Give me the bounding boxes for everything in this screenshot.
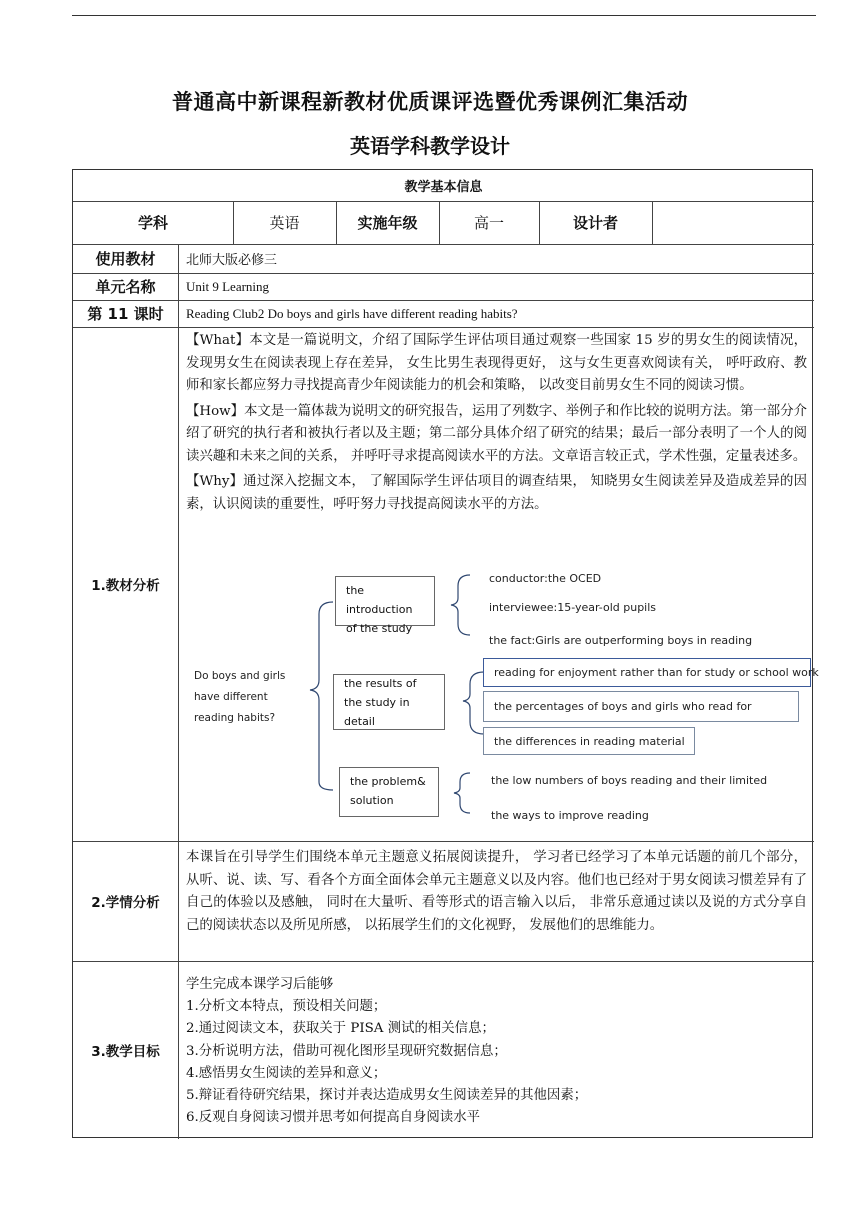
grade-value: 高一	[473, 214, 504, 232]
goal-item: 3.分析说明方法，借助可视化图形呈现研究数据信息；	[186, 1043, 507, 1059]
section-header: 教学基本信息	[404, 180, 483, 195]
row-divider	[73, 961, 814, 962]
document-title: 普通高中新课程新教材优质课评选暨优秀课例汇集活动	[172, 90, 688, 114]
what-paragraph: 【What】本文是一篇说明文，介绍了国际学生评估项目通过观察一些国家 15 岁的男女生的阅读情况， 发现男女生在阅读表现上存在差异， 女生比男生表现得更好， 这与女生更喜欢阅读有关， 呼吁政府、教师和家长都应努力寻找提高青少年阅读能力的机会和策略， 以改变目前男女生不同的阅读习惯。	[186, 333, 807, 393]
row-divider	[73, 327, 814, 328]
leaf-percentages: the percentages of boys and girls who read for	[483, 691, 799, 722]
textbook-label: 使用教材	[95, 250, 156, 268]
leaf-low-numbers: the low numbers of boys reading and their limited	[491, 774, 768, 787]
subject-value: 英语	[269, 214, 300, 232]
lesson-design-table	[72, 169, 819, 1138]
branch-problem-solution: the problem& solution	[339, 767, 439, 817]
why-paragraph: 【Why】通过深入挖掘文本， 了解国际学生评估项目的调查结果， 知晓男女生阅读差异及造成差异的因素，认识阅读的重要性，呼吁努力寻找提高阅读水平的方法。	[186, 474, 807, 512]
goal-item: 5.辩证看待研究结果，探讨并表达造成男女生阅读差异的其他因素；	[186, 1088, 588, 1104]
lesson-label: 第 11 课时	[87, 305, 164, 323]
goal-item: 2.通过阅读文本，获取关于 PISA 测试的相关信息；	[186, 1021, 495, 1037]
unit-value: Unit 9 Learning	[186, 278, 270, 294]
branch-results: the results of the study in detail	[333, 674, 445, 730]
goal-item: 1.分析文本特点，预设相关问题；	[186, 999, 387, 1015]
leaf-conductor: conductor:the OCED	[489, 572, 602, 585]
goals-intro: 学生完成本课学习后能够	[186, 977, 334, 992]
learner-label: 2.学情分析	[91, 895, 160, 911]
leaf-material-differences: the differences in reading material	[483, 727, 695, 755]
goals-label: 3.教学目标	[91, 1044, 160, 1060]
header-rule	[72, 15, 816, 16]
goal-item: 4.感悟男女生阅读的差异和意义；	[186, 1065, 387, 1081]
lesson-value: Reading Club2 Do boys and girls have different reading habits?	[186, 305, 518, 321]
designer-label: 设计者	[572, 214, 618, 232]
analysis-label: 1.教材分析	[91, 578, 160, 594]
textbook-value: 北师大版必修三	[186, 252, 278, 267]
leaf-fact: the fact:Girls are outperforming boys in reading	[489, 634, 753, 647]
subject-label: 学科	[137, 214, 168, 232]
leaf-reading-enjoyment: reading for enjoyment rather than for study or school work	[483, 658, 811, 687]
row-divider	[73, 841, 814, 842]
goal-item: 6.反观自身阅读习惯并思考如何提高自身阅读水平	[186, 1110, 480, 1126]
mind-map	[178, 562, 819, 840]
goals-list	[186, 974, 807, 1129]
analysis-text	[186, 330, 807, 519]
learner-text: 本课旨在引导学生们围绕本单元主题意义拓展阅读提升， 学习者已经学习了本单元话题的前几个部分， 从听、说、读、写、看各个方面全面体会单元主题意义以及内容。他们也已经对于男女阅读习惯差异有了自己的体验以及感触， 同时在大量听、看等形式的语言输入以后， 非常乐意通过读以及说的方式分享自己的阅读状态以及所见所感， 以拓展学生们的文化视野， 发展他们的思维能力。	[186, 850, 807, 933]
unit-label: 单元名称	[95, 278, 156, 296]
leaf-interviewee: interviewee:15-year-old pupils	[489, 601, 657, 614]
designer-value	[652, 201, 814, 244]
leaf-ways-improve: the ways to improve reading	[491, 809, 649, 822]
grade-label: 实施年级	[357, 214, 418, 232]
branch-introduction: the introduction of the study	[335, 576, 435, 626]
how-paragraph: 【How】本文是一篇体裁为说明文的研究报告，运用了列数字、举例子和作比较的说明方法。第一部分介绍了研究的执行者和被执行者以及主题；第二部分具体介绍了研究的结果；最后一部分表明了一个人的阅读兴趣和未来之间的关系， 并呼吁寻求提高阅读水平的方法。文章语言较正式，学术性强，定量表述多。	[186, 403, 807, 464]
mind-map-root: Do boys and girls have different reading habits?	[194, 670, 286, 724]
document-subtitle: 英语学科教学设计	[350, 134, 510, 158]
